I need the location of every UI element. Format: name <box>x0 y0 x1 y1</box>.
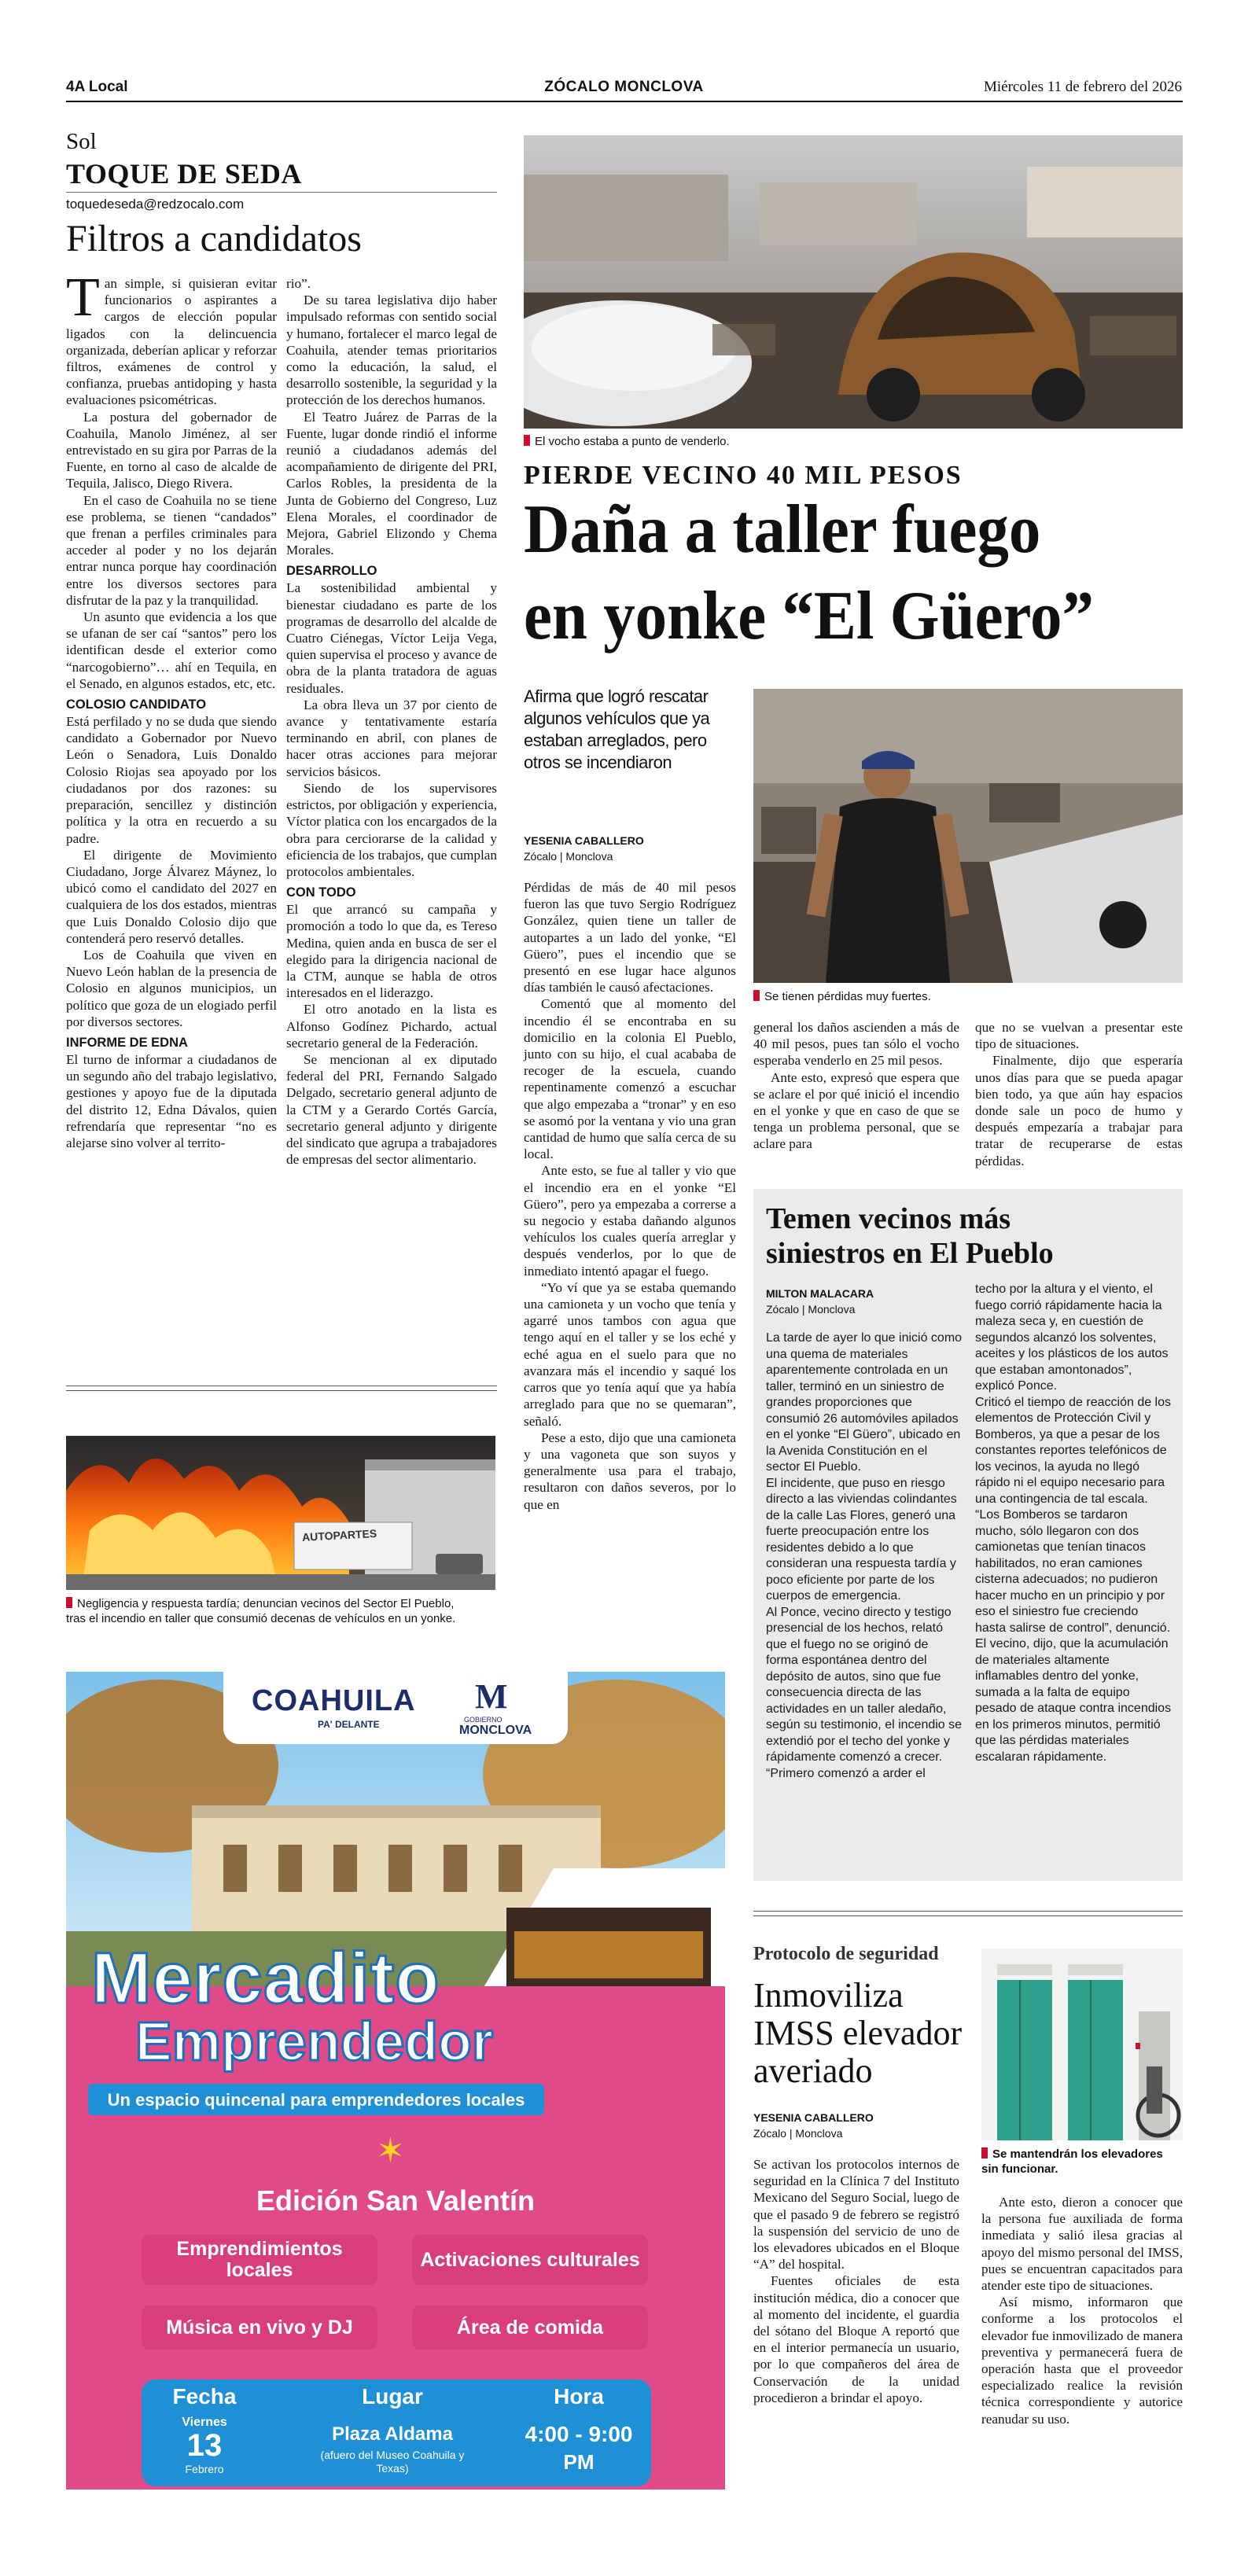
sidebar-paragraph: “Los Bomberos se tardaron mucho, sólo llegaron con dos camionetas que tenían tinacos habilitados, no eran camiones cisterna adecuados; no pudieron hacer mucho en un principio y por eso el siniestro fue creciendo hasta salirse de control”, denunció. <box>975 1508 1171 1635</box>
ad-lugar-name: Plaza Aldama <box>332 2423 453 2445</box>
lead-body-col-b <box>753 1019 959 1153</box>
imss-body-col-a <box>753 2156 959 2406</box>
lead-paragraph: que no se vuelvan a presentar este tipo de situaciones. <box>975 1020 1183 1052</box>
coahuila-tagline: PA' DELANTE <box>318 1719 380 1730</box>
column-paragraph: Se mencionan al ex diputado federal del PRI, Fernando Salgado Delgado, secretario general adjunto de la CTM y a Gerardo Cortés García, secretario general adjunto y dirigente del sindicato que agrupa a trabajadores de empresas del sector alimentario. <box>286 1051 497 1168</box>
ad-fecha-month: Febrero <box>185 2463 224 2475</box>
ad-fecha-num: 13 <box>186 2428 223 2463</box>
ad-pill-musica: Música en vivo y DJ <box>142 2306 377 2350</box>
imss-paragraph: Se activan los protocolos internos de seguridad en la Clínica 7 del Instituto Mexicano del Seguro Social, luego de que el pasado 9 de febrero se registró la suspensión del servicio de uno de los elevadores ubicados en el Bloque “A” del hospital. <box>753 2157 959 2272</box>
lead-paragraph: Finalmente, dijo que esperaría unos días para que se pueda apagar bien todo, ya que aún hay espacios donde sale un poco de humo y después empezaría a trabajar para tratar de recuperarse de estas pérdidas. <box>975 1053 1183 1168</box>
imss-headline-line2: IMSS elevador <box>753 2014 963 2052</box>
sidebar-paragraph: Al Ponce, vecino directo y testigo presencial de los hechos, relató que el fuego no se originó de forma espontánea dentro del depósito de autos, sino que fue consecuencia directa de las actividades en un taller aledaño, según su testimonio, el incendio se extendió por el techo del yonke y rápidamente comenzó a crecer. <box>766 1605 963 1764</box>
monclova-logo-name: MONCLOVA <box>459 1724 532 1737</box>
sidebar-dateline: Zócalo | Monclova <box>766 1303 856 1316</box>
ad-background <box>66 1672 725 2490</box>
lead-paragraph: “Yo ví que ya se estaba quemando una camioneta y un vocho que tenía y agarré unos tambos con agua que tengo aquí en el taller y se los eché y eché agua en el suelo para que no avanzara más el incendio y saqué los carros que yo tenía aquí que ya había arreglado para que no se quemaran”, señaló. <box>524 1279 736 1429</box>
column-subhead: COLOSIO CANDIDATO <box>66 697 207 712</box>
sidebar-paragraph: “Primero comenzó a arder el <box>766 1766 926 1780</box>
lead-dateline: Zócalo | Monclova <box>524 850 613 863</box>
imss-kicker: Protocolo de seguridad <box>753 1944 939 1964</box>
column-paragraph: rio”. <box>286 276 311 291</box>
column-paragraph: El otro anotado en la lista es Alfonso Godínez Pichardo, actual secretario general de la Federación. <box>286 1002 497 1051</box>
monclova-logo-mark: M <box>475 1677 508 1716</box>
ad-title-line1: Mercadito <box>91 1938 440 2018</box>
lead-byline: YESENIA CABALLERO <box>524 834 644 847</box>
column-end-rule-2 <box>66 1390 497 1391</box>
column-lead-paragraph: Tan simple, si quisieran evitar funcionarios o aspirantes a cargos de elección popular ligados con la delincuencia organizada, deberían aplicar y reforzar filtros, exámenes de control y confianza, pruebas antidoping y hasta evaluaciones psicométricas. <box>66 267 277 408</box>
ad-pill-comida: Área de comida <box>412 2306 648 2350</box>
imss-headline-line3: averiado <box>753 2052 873 2090</box>
fire-illustration <box>66 1436 495 1590</box>
column-paragraph: Siendo de los supervisores estrictos, por obligación y experiencia, Víctor platica con los encargados de la obra para cerciorarse de la calidad y eficiencia de los trabajos, que cumplan protocolos ambientales. <box>286 780 497 879</box>
ad-lugar-label: Lugar <box>362 2384 423 2409</box>
lead-kicker: PIERDE VECINO 40 MIL PESOS <box>524 461 963 490</box>
ad-fecha-day: Viernes <box>182 2416 227 2429</box>
lead-body-col-c <box>975 1019 1183 1169</box>
sidebar-body-col-b <box>975 1282 1172 1765</box>
masthead: ZÓCALO MONCLOVA <box>544 79 704 95</box>
autopartes-sign: AUTOPARTES <box>301 1526 377 1544</box>
imss-body-col-b <box>981 2194 1183 2427</box>
lead-body-col-a <box>524 879 736 1513</box>
header-rule <box>66 101 1183 102</box>
sidebar-body-col-a <box>766 1330 963 1782</box>
sidebar-headline-line1: Temen vecinos más <box>766 1202 1011 1235</box>
column-paragraph: La obra lleva un 37 por ciento de avance y tentativamente estaría terminando en abril, con planes de hacer otras acciones para mejorar servicios básicos. <box>286 697 497 779</box>
column-subhead: DESARROLLO <box>286 564 377 579</box>
ad-hora-value: 4:00 - 9:00 <box>525 2422 633 2446</box>
sidebar-paragraph: La tarde de ayer lo que inició como una quema de materiales aparentemente controlada en un taller, terminó en un siniestro de grandes proporciones que consumió 26 automóviles apilados en el yonke “El Güero”, ubicado en la Avenida Constitución en el sector El Pueblo. <box>766 1331 963 1474</box>
lead-paragraph: Pese a esto, dijo que una camioneta y una vagoneta que son suyos y generalmente usa para el trabajo, resultaron con daños severos, por lo que en <box>524 1430 736 1512</box>
imss-elevator-photo <box>981 1949 1183 2140</box>
fire-photo-caption: Negligencia y respuesta tardía; denuncian vecinos del Sector El Pueblo, tras el incendio en taller que consumió decenas de vehículos en un yonke. <box>66 1597 456 1625</box>
man-at-yard-illustration <box>753 689 1183 983</box>
lead-deck: Afirma que logró rescatar algunos vehículos que ya estaban arreglados, pero otros se incendiaron <box>524 686 710 772</box>
imss-byline: YESENIA CABALLERO <box>753 2111 874 2124</box>
column-paragraph: El Teatro Juárez de Parras de la Fuente, lugar donde rindió el informe reunió a ciudadanos además del acompañamiento de dirigente del PRI, Carlos Robles, la presidenta de la Junta de Gobierno del Congreso, Luz Elena Morales, el coordinador de Mejora, Gabriel Elizondo y Chema Morales. <box>286 409 497 558</box>
ad-hora-label: Hora <box>554 2384 604 2409</box>
caption-marker <box>753 990 760 1001</box>
imss-top-rule-2 <box>753 1915 1183 1916</box>
fire-photo <box>66 1436 495 1590</box>
caption-marker <box>524 435 530 446</box>
lead-man-photo <box>753 689 1183 983</box>
column-paragraph: Los de Coahuila que viven en Nuevo León hablan de la presencia de Colosio en algunos municipios, un político que goza de un elogiado perfil por diversos sectores. <box>66 947 277 1029</box>
column-paragraph: Un asunto que evidencia a los que se ufanan de ser caí “santos” pero los identifican desde el exterior como “narcogobierno”… ahí en Tequila, en el Senado, en algunos estados, etc, etc. <box>66 609 277 691</box>
column-paragraph: La sostenibilidad ambiental y bienestar ciudadano es parte de los programas de desarrollo del alcalde de Cuatro Ciénegas, Víctor Leija Vega, quien supervisa el proceso y avance de obra de la planta tratadora de aguas residuales. <box>286 580 497 696</box>
sidebar-paragraph: techo por la altura y el viento, el fuego corrió rápidamente hacia la maleza seca y, en cuestión de segundos alcanzó los solventes, aceites y los plásticos de los autos que estaban amontonados”, explicó Ponce. <box>975 1282 1169 1393</box>
lead-headline-line2: en yonke “El Güero” <box>524 578 1094 654</box>
star-icon: ✶ <box>376 2132 405 2170</box>
dropcap: T <box>66 267 100 328</box>
monclova-logo-top: GOBIERNO <box>464 1716 503 1724</box>
column-paragraph: En el caso de Coahuila no se tiene ese problema, se tienen “candados” que frenan a perfiles criminales para acceder al poder y no los dejarán entrar nunca porque hay coordinación entre los diversos sectores para disfrutar de la paz y la tranquilidad. <box>66 492 277 608</box>
caption-marker <box>66 1597 72 1608</box>
imss-top-rule <box>753 1911 1183 1912</box>
page-date: Miércoles 11 de febrero del 2026 <box>983 79 1182 95</box>
imss-headline-line1: Inmoviliza <box>753 1976 904 2015</box>
ad-lugar-detail: (afuero del Museo Coahuila y Texas) <box>320 2449 465 2475</box>
imss-paragraph: Fuentes oficiales de esta institución médica, dio a conocer que al momento del incidente, el guardia del sótano del Bloque A reportó que en el interior permanecía un usuario, por lo que compañeros del área de Conservación de la unidad procedieron a brindar el apoyo. <box>753 2273 959 2405</box>
ad-tagline: Un espacio quincenal para emprendedores locales <box>107 2090 525 2110</box>
sidebar-paragraph: El vecino, dijo, que la acumulación de materiales altamente inflamables dentro del yonke, sumada a la falta de equipo pesado de ataque contra incendios en los primeros minutos, permitió que las pérdidas materiales escalaran rápidamente. <box>975 1637 1172 1764</box>
lead-top-photo-caption: El vocho estaba a punto de venderlo. <box>524 434 1183 449</box>
column-name: TOQUE DE SEDA <box>66 158 302 190</box>
column-paragraph: El que arrancó su campaña y promoción a todo lo que da, es Tereso Medina, quien anda en busca de ser el elegido para la dirigencia nacional de la CTM, aunque se habla de otros interesados en el liderazgo. <box>286 902 497 1001</box>
column-paragraph: Está perfilado y no se duda que siendo candidato a Gobernador por Nuevo León o Senadora, Luis Donaldo Colosio Riojas sea apoyado por los ciudadanos por dos razones: su preparación, sencillez y distinción política y la otra en recuerdo a su padre. <box>66 714 277 846</box>
ad-pill-activaciones: Activaciones culturales <box>412 2235 648 2285</box>
ad-hora-suffix: PM <box>563 2450 595 2474</box>
ad-edition: Edición San Valentín <box>256 2184 536 2217</box>
lead-paragraph: Ante esto, expresó que espera que se aclare el por qué inició el incendio en el yonke y que en caso de que se tenga un problema personal, que se aclare para <box>753 1069 959 1152</box>
lead-paragraph: Pérdidas de más de 40 mil pesos fueron las que tuvo Sergio Rodríguez González, quien tiene un taller de autopartes a un lado del yonke, “El Güero”, pues el incendio que se presentó en ese lugar hace algunos días también le causó afectaciones. <box>524 880 736 995</box>
imss-paragraph: Ante esto, dieron a conocer que la persona fue auxiliada de forma inmediata y salió ilesa gracias al apoyo del mismo personal del IMSS, pues se encuentran capacitados para atender este tipo de situaciones. <box>981 2195 1183 2294</box>
column-email: toquedeseda@redzocalo.com <box>66 197 245 212</box>
page-section: 4A Local <box>66 79 128 95</box>
sidebar-paragraph: El incidente, que puso en riesgo directo a las viviendas colindantes de la calle Las Flores, generó una fuerte preocupación entre los residentes debido a lo que consideran una respuesta tardía y poco eficiente por parte de los cuerpos de emergencia. <box>766 1476 957 1603</box>
lead-paragraph: general los daños ascienden a más de 40 mil pesos, pues tan sólo el vocho esperaba venderlo en 25 mil pesos. <box>753 1020 959 1069</box>
column-headline: Filtros a candidatos <box>66 218 362 259</box>
imss-paragraph: Así mismo, informaron que conforme a los protocolos el elevador fue inmovilizado de manera preventiva y permanecerá fuera de operación hasta que el proveedor especializado realice la revisión técnica correspondiente y autorice reanudar su uso. <box>981 2294 1183 2427</box>
imss-photo-caption: Se mantendrán los elevadores sin funcionar. <box>981 2147 1163 2176</box>
lead-paragraph: Ante esto, se fue al taller y vio que el incendio era en el yonke “El Güero”, pero ya empezaba a correrse a su negocio y estaba dañando algunos vehículos los cuales quería arreglar y después venderlos, por lo que de inmediato intentó apagar el fuego. <box>524 1163 736 1279</box>
column-paragraph: De su tarea legislativa dijo haber impulsado reformas con sentido social y humano, fortalecer el marco legal de Coahuila, atender temas prioritarios como la educación, la salud, el desarrollo sostenible, la seguridad y la protección de los derechos humanos. <box>286 293 497 408</box>
column-subhead: INFORME DE EDNA <box>66 1035 188 1050</box>
ad-title-line2: Emprendedor <box>135 2011 494 2072</box>
sidebar-byline: MILTON MALACARA <box>766 1287 874 1300</box>
column-paragraph: La postura del gobernador de Coahuila, Manolo Jiménez, al ser entrevistado en su gira por Parras de la Fuente, en torno al caso de alcalde de Tequila, Jalisco, Diego Rivera. <box>66 409 277 491</box>
sidebar-paragraph: Criticó el tiempo de reacción de los elementos de Protección Civil y Bomberos, ya que a pesar de los constantes reportes telefónicos de los vecinos, la ayuda no llegó rápido ni el equipo necesario para una contingencia de tal escala. <box>975 1395 1172 1506</box>
ad-pill-emprendimientos: Emprendimientos locales <box>142 2235 377 2285</box>
caption-marker <box>981 2147 988 2158</box>
lead-top-photo <box>524 135 1183 429</box>
column-body-col1 <box>66 267 277 1151</box>
column-subhead: CON TODO <box>286 885 356 900</box>
burned-cars-illustration <box>524 135 1183 429</box>
column-paragraph: El dirigente de Movimiento Ciudadano, Jorge Álvarez Máynez, lo ubicó como el candidato del 2027 en cualquiera de los dos estados, mientras que Luis Donaldo Colosio dijo que contenderá pero reservó detalles. <box>66 847 277 946</box>
lead-headline-line1: Daña a taller fuego <box>524 491 1041 568</box>
coahuila-logo: COAHUILA <box>252 1684 416 1717</box>
ad-mercadito <box>66 1672 725 2490</box>
imss-dateline: Zócalo | Monclova <box>753 2127 843 2140</box>
column-paragraph: El turno de informar a ciudadanos de un segundo año del trabajo legislativo, gestiones y apoyo fue de la diputada del distrito 12, Edna Dávalos, quien refrendaría que representar “no es alejarse sino volver al territo- <box>66 1051 277 1150</box>
sidebar-headline-line2: siniestros en El Pueblo <box>766 1237 1054 1270</box>
column-name-rule <box>66 192 497 193</box>
column-body-col2 <box>286 275 497 1168</box>
ad-fecha-label: Fecha <box>172 2384 237 2409</box>
elevator-illustration <box>981 1949 1183 2140</box>
column-kicker: Sol <box>66 129 97 154</box>
lead-man-photo-caption: Se tienen pérdidas muy fuertes. <box>753 989 1183 1004</box>
lead-paragraph: Comentó que al momento del incendio él se encontraba en su domicilio en la colonia El Pueblo, junto con su hijo, el cual acababa de recoger de la escuela, cuando repentinamente comenzó a escuchar que algo empezaba a “tronar” y en eso se asomó por la ventana y vio una gran cantidad de humo que salía cerca de su local. <box>524 996 736 1162</box>
